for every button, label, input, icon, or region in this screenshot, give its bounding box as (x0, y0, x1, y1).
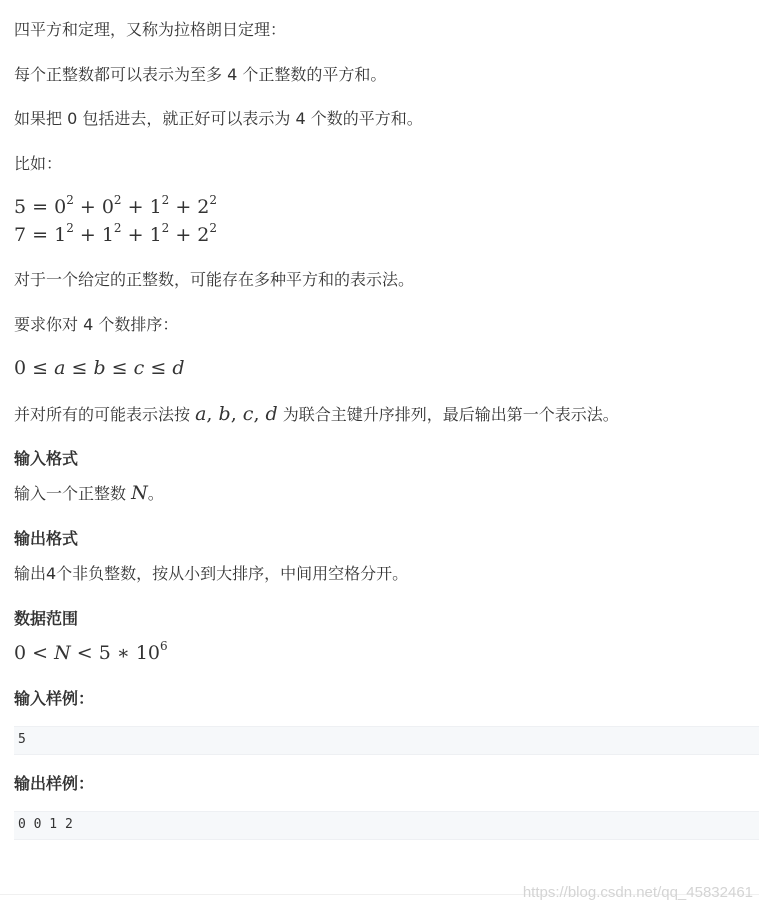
data-range-expression: 0 < N < 5 ∗ $10^6$ (14, 639, 168, 664)
example-equation-2: $7 = 1^2 + 1^2 + 1^2 + 2^2$ (14, 221, 218, 246)
example-label: 比如： (14, 154, 63, 173)
sample-output-code: 0 0 1 2 (18, 817, 73, 832)
with-zero-text: 如果把 0 包括进去，就正好可以表示为 4 个数的平方和。 (14, 109, 423, 128)
watermark: https://blog.csdn.net/qq_45832461 (522, 884, 753, 901)
order-inequality: 0 ≤ a ≤ b ≤ c ≤ d (14, 357, 185, 379)
sort-key-vars: a, b, c, d (195, 403, 278, 425)
sample-output-heading: 输出样例： (14, 774, 95, 793)
sample-input-heading: 输入样例： (14, 689, 95, 708)
input-format-heading: 输入格式 (14, 449, 79, 468)
sample-output-code-block (14, 811, 759, 840)
output-format-text: 输出4个非负整数，按从小到大排序，中间用空格分开。 (14, 564, 409, 583)
example-equation-1: $5 = 0^2 + 0^2 + 1^2 + 2^2$ (14, 193, 218, 218)
equation-lhs: 7 (14, 224, 27, 246)
data-range-heading: 数据范围 (14, 609, 79, 628)
sample-input-code-block (14, 726, 759, 755)
equation-lhs: 5 (14, 196, 27, 218)
multiple-text: 对于一个给定的正整数，可能存在多种平方和的表示法。 (14, 270, 415, 289)
statement-text: 每个正整数都可以表示为至多 4 个正整数的平方和。 (14, 65, 387, 84)
order-requirement-text: 要求你对 4 个数排序： (14, 315, 179, 334)
sample-input-code: 5 (18, 732, 26, 747)
sort-rule-text: 并对所有的可能表示法按 a, b, c, d 为联合主键升序排列，最后输出第一个表示法。 (14, 403, 619, 425)
output-format-heading: 输出格式 (14, 529, 79, 548)
intro-text: 四平方和定理，又称为拉格朗日定理： (14, 20, 287, 39)
input-format-text: 输入一个正整数 N。 (14, 482, 164, 504)
